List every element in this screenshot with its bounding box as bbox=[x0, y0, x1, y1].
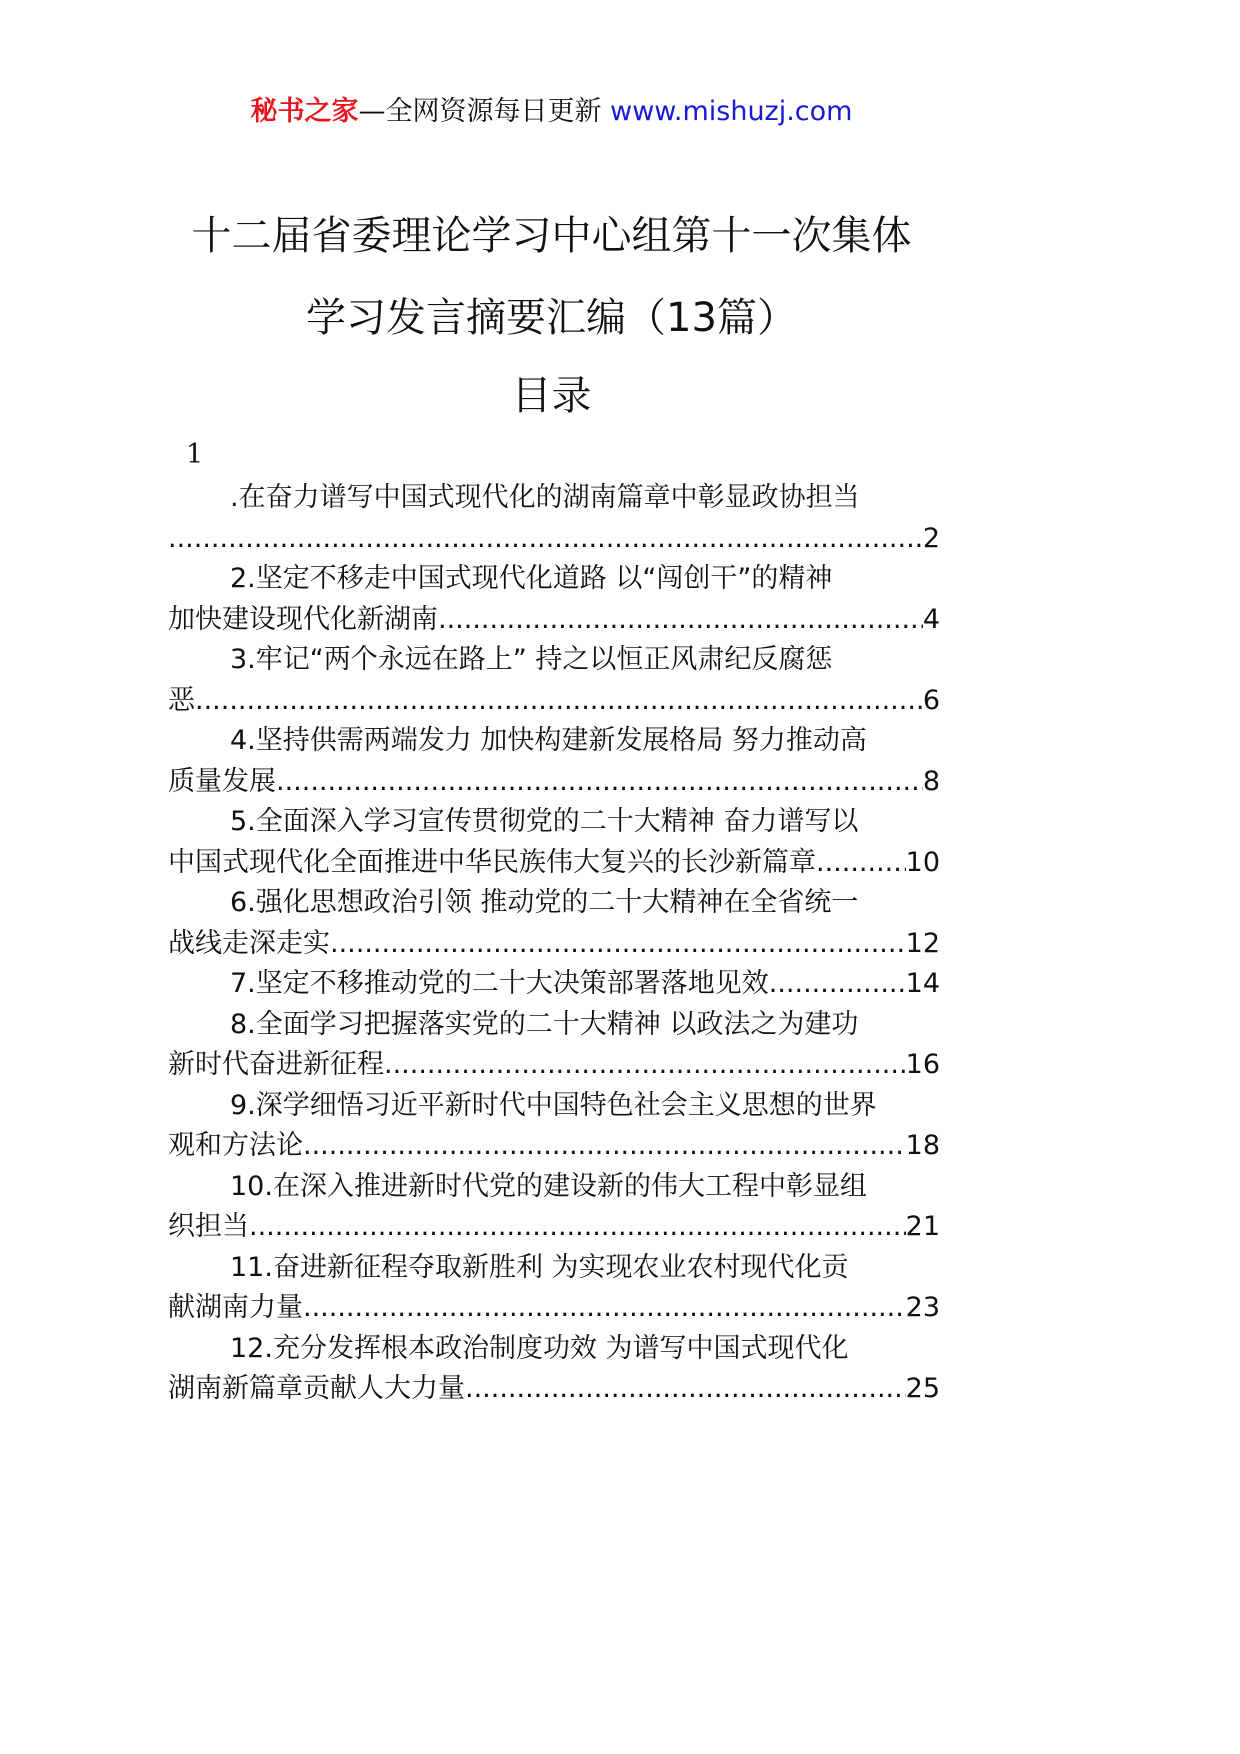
site-banner bbox=[0, 92, 1103, 132]
toc-heading: 目录 bbox=[511, 373, 592, 419]
toc-entry[interactable] bbox=[168, 1167, 940, 1248]
toc-entry-title-continued: 战线走深走实 bbox=[168, 927, 330, 959]
toc-page-number: 2 bbox=[922, 522, 940, 554]
toc-entry[interactable] bbox=[168, 802, 940, 883]
toc-entry-continuation-line bbox=[168, 924, 940, 965]
toc-entry[interactable] bbox=[168, 559, 940, 640]
toc-entry[interactable] bbox=[168, 640, 940, 721]
toc-entry-title: 11.奋进新征程夺取新胜利 为实现农业农村现代化贡 bbox=[230, 1251, 849, 1283]
toc-entry-title-line bbox=[168, 883, 940, 924]
toc-entry-title: 12.充分发挥根本政治制度功效 为谱写中国式现代化 bbox=[230, 1332, 849, 1364]
toc-page-number: 18 bbox=[905, 1130, 940, 1161]
toc-entry-title-line bbox=[168, 478, 940, 519]
toc-entry-continuation-line bbox=[168, 519, 940, 560]
toc-entry-title: 5.全面深入学习宣传贯彻党的二十大精神 奋力谱写以 bbox=[230, 806, 859, 837]
toc-entry-continuation-line bbox=[168, 762, 940, 803]
toc-entry-title-line bbox=[168, 559, 940, 600]
toc-entry-title-continued: 加快建设现代化新湖南 bbox=[168, 603, 438, 635]
toc-entry-title: 10.在深入推进新时代党的建设新的伟大工程中彰显组 bbox=[230, 1170, 867, 1202]
toc-entry-title: .在奋力谱写中国式现代化的湖南篇章中彰显政协担当 bbox=[230, 482, 860, 513]
toc-page-number: 6 bbox=[922, 684, 940, 716]
toc-page-number: 25 bbox=[905, 1373, 940, 1404]
toc-entry-title-continued: 湖南新篇章贡献人大力量 bbox=[168, 1373, 465, 1404]
toc-page-number: 4 bbox=[922, 603, 940, 635]
toc-dot-leader bbox=[769, 964, 906, 1005]
toc-dot-leader bbox=[438, 600, 923, 641]
toc-entry[interactable] bbox=[168, 1005, 940, 1086]
toc-entry-title-line bbox=[168, 1248, 940, 1289]
toc-dot-leader bbox=[465, 1369, 906, 1410]
brand-name: 秘书之家 bbox=[250, 96, 359, 127]
toc-dot-leader bbox=[330, 924, 906, 965]
toc-dot-leader bbox=[816, 843, 906, 884]
toc-entry-title: 4.坚持供需两端发力 加快构建新发展格局 努力推动高 bbox=[230, 725, 867, 756]
toc-entry-title-line bbox=[168, 1167, 940, 1208]
toc-dot-leader bbox=[303, 1126, 906, 1167]
banner-slogan: —全网资源每日更新 bbox=[358, 96, 611, 127]
toc-entry-title: 6.强化思想政治引领 推动党的二十大精神在全省统一 bbox=[230, 887, 859, 918]
toc-page-number: 16 bbox=[905, 1049, 940, 1080]
toc-entry-continuation-line bbox=[168, 843, 940, 884]
toc-entry-title-line bbox=[168, 964, 940, 1005]
toc-entry-title-line bbox=[168, 1329, 940, 1370]
toc-entry-title-line bbox=[168, 640, 940, 681]
toc-entry-continuation-line bbox=[168, 1369, 940, 1410]
toc-entry-title-line bbox=[168, 721, 940, 762]
document-title-line-2: 学习发言摘要汇编（13篇） bbox=[306, 295, 797, 341]
toc-entry-title: 7.坚定不移推动党的二十大决策部署落地见效 bbox=[230, 968, 769, 999]
toc-entry[interactable] bbox=[168, 478, 940, 559]
toc-entry-continuation-line bbox=[168, 1045, 940, 1086]
toc-page-number: 12 bbox=[905, 927, 940, 959]
toc-dot-leader bbox=[384, 1045, 906, 1086]
toc-entry-title-line bbox=[168, 1005, 940, 1046]
toc-page-number: 21 bbox=[905, 1211, 940, 1242]
toc-entry-title-line bbox=[168, 1086, 940, 1127]
toc-entry-title: 2.坚定不移走中国式现代化道路 以“闯创干”的精神 bbox=[230, 563, 833, 594]
toc-entry-title-line bbox=[168, 802, 940, 843]
toc-page-number: 23 bbox=[905, 1292, 940, 1323]
toc-entry-title-continued: 质量发展 bbox=[168, 765, 276, 797]
toc-entry[interactable] bbox=[168, 1086, 940, 1167]
toc-entry-continuation-line bbox=[168, 1288, 940, 1329]
toc-entry-title-continued: 新时代奋进新征程 bbox=[168, 1049, 384, 1080]
toc-entry-title-continued: 中国式现代化全面推进中华民族伟大复兴的长沙新篇章 bbox=[168, 846, 816, 878]
toc-dot-leader bbox=[276, 762, 923, 803]
toc-entry-continuation-line bbox=[168, 1126, 940, 1167]
toc-entry-continuation-line bbox=[168, 1207, 940, 1248]
toc-entry-title: 9.深学细悟习近平新时代中国特色社会主义思想的世界 bbox=[230, 1089, 877, 1121]
toc-entry-title-continued: 观和方法论 bbox=[168, 1130, 303, 1161]
toc-dot-leader bbox=[303, 1288, 906, 1329]
toc-entry-title-continued: 献湖南力量 bbox=[168, 1292, 303, 1323]
toc-entry-title: 3.牢记“两个永远在路上” 持之以恒正风肃纪反腐惩 bbox=[230, 644, 833, 675]
toc-entry-title-continued: 织担当 bbox=[168, 1211, 249, 1242]
toc-entry-continuation-line bbox=[168, 600, 940, 641]
table-of-contents bbox=[168, 478, 940, 1410]
toc-entry-title: 8.全面学习把握落实党的二十大精神 以政法之为建功 bbox=[230, 1008, 859, 1040]
toc-dot-leader bbox=[249, 1207, 906, 1248]
page-number-label: 1 bbox=[186, 439, 204, 470]
document-title-line-1: 十二届省委理论学习中心组第十一次集体 bbox=[191, 213, 912, 259]
site-url-link[interactable]: www.mishuzj.com bbox=[610, 96, 853, 127]
toc-entry-continuation-line bbox=[168, 681, 940, 722]
toc-dot-leader bbox=[195, 681, 923, 722]
toc-entry[interactable] bbox=[168, 1329, 940, 1410]
toc-page-number: 14 bbox=[905, 968, 940, 999]
toc-page-number: 8 bbox=[922, 765, 940, 797]
toc-entry[interactable] bbox=[168, 721, 940, 802]
toc-entry[interactable] bbox=[168, 1248, 940, 1329]
toc-entry-title-continued: 恶 bbox=[168, 684, 195, 716]
toc-dot-leader bbox=[168, 519, 923, 560]
toc-entry[interactable] bbox=[168, 883, 940, 964]
toc-page-number: 10 bbox=[905, 846, 940, 878]
toc-entry[interactable] bbox=[168, 964, 940, 1005]
